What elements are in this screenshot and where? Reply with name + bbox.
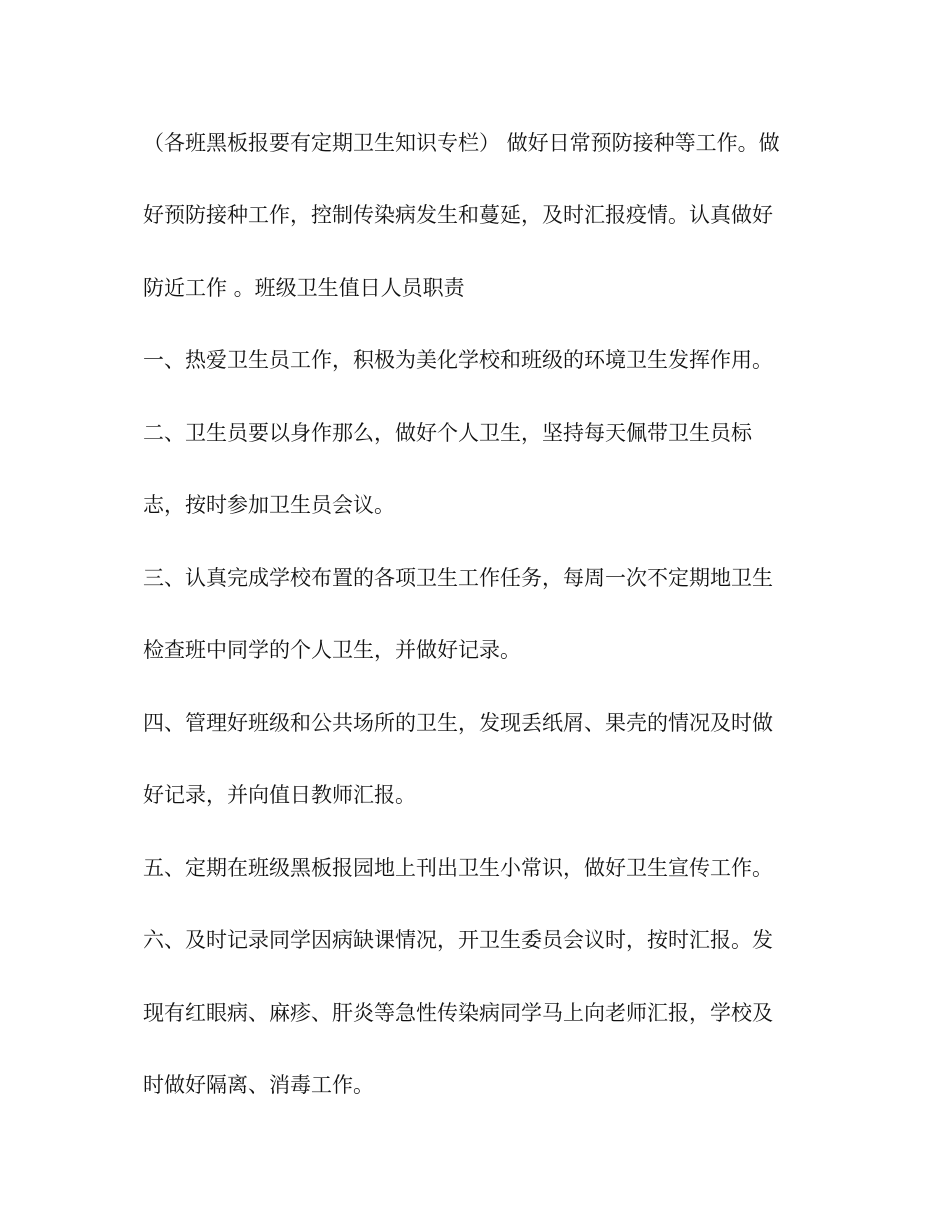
text-line-12: 六、及时记录同学因病缺课情况，开卫生委员会议时，按时汇报。发 <box>143 928 773 952</box>
text-line-10: 好记录，并向值日教师汇报。 <box>143 783 416 807</box>
text-line-8: 检查班中同学的个人卫生，并做好记录。 <box>143 638 521 662</box>
text-line-11: 五、定期在班级黑板报园地上刊出卫生小常识，做好卫生宣传工作。 <box>143 856 773 880</box>
text-line-4: 一、热爱卫生员工作，积极为美化学校和班级的环境卫生发挥作用。 <box>143 348 773 372</box>
text-line-13: 现有红眼病、麻疹、肝炎等急性传染病同学马上向老师汇报，学校及 <box>143 1001 773 1025</box>
text-line-3: 防近工作 。班级卫生值日人员职责 <box>143 276 465 300</box>
text-line-9: 四、管理好班级和公共场所的卫生，发现丢纸屑、果壳的情况及时做 <box>143 711 773 735</box>
text-line-14: 时做好隔离、消毒工作。 <box>143 1073 374 1097</box>
text-line-6: 志，按时参加卫生员会议。 <box>143 493 395 517</box>
text-line-5: 二、卫生员要以身作那么，做好个人卫生，坚持每天佩带卫生员标 <box>143 421 752 445</box>
text-line-7: 三、认真完成学校布置的各项卫生工作任务，每周一次不定期地卫生 <box>143 566 773 590</box>
text-line-2: 好预防接种工作，控制传染病发生和蔓延，及时汇报疫情。认真做好 <box>143 203 773 227</box>
text-line-1: （各班黑板报要有定期卫生知识专栏） 做好日常预防接种等工作。做 <box>143 131 780 155</box>
